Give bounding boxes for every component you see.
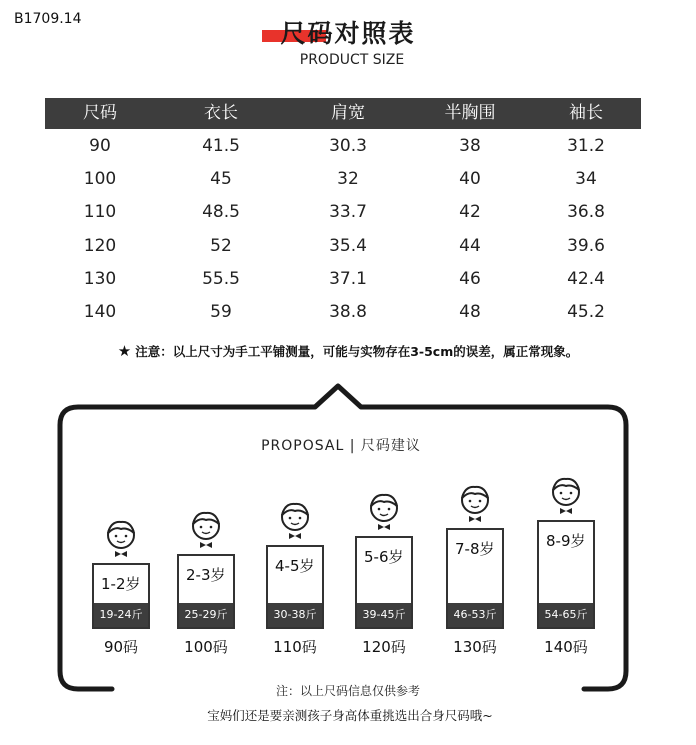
table-cell: 110: [83, 202, 117, 223]
footer-note: 注：以上尺码信息仅供参考: [275, 684, 420, 698]
size-label: 90码: [103, 638, 139, 656]
weight-label: 54-65斤: [539, 603, 593, 627]
table-cell: 37.1: [329, 268, 367, 289]
age-label: 2-3岁: [186, 566, 226, 584]
table-cell: 39.6: [567, 235, 605, 256]
column-header: 肩宽: [331, 103, 365, 123]
size-label: 140码: [544, 638, 588, 656]
child-icon: [188, 509, 224, 549]
table-cell: 42: [459, 202, 481, 223]
age-label: 5-6岁: [364, 548, 404, 566]
weight-label: 39-45斤: [357, 603, 411, 627]
table-cell: 45: [210, 168, 232, 189]
table-cell: 90: [89, 135, 111, 156]
column-header: 衣长: [204, 103, 238, 123]
size-card: [92, 563, 150, 629]
page-subtitle: PRODUCT SIZE: [299, 52, 405, 68]
size-label: 110码: [273, 638, 317, 656]
page-title: 尺码对照表: [280, 19, 416, 48]
column-header: 尺码: [83, 103, 117, 123]
table-cell: 38.8: [329, 302, 367, 323]
child-icon: [457, 483, 493, 523]
child-icon: [103, 518, 139, 558]
size-label: 100码: [184, 638, 228, 656]
weight-label: 30-38斤: [268, 603, 322, 627]
table-cell: 130: [83, 268, 117, 289]
age-label: 7-8岁: [455, 540, 495, 558]
table-cell: 41.5: [202, 135, 240, 156]
age-label: 4-5岁: [275, 557, 315, 575]
table-cell: 32: [337, 168, 359, 189]
table-cell: 140: [83, 302, 117, 323]
size-label: 120码: [362, 638, 406, 656]
table-cell: 44: [459, 235, 481, 256]
size-card: [446, 528, 504, 629]
product-code: B1709.14: [14, 11, 82, 27]
footer-tip: 宝妈们还是要亲测孩子身高体重挑选出合身尺码哦~: [207, 708, 493, 723]
proposal-title: PROPOSAL | 尺码建议: [261, 438, 421, 454]
table-cell: 48.5: [202, 202, 240, 223]
child-icon: [548, 475, 584, 515]
table-cell: 48: [459, 302, 481, 323]
note-text: 注意：以上尺寸为手工平铺测量，可能与实物存在3-5cm的误差，属正常现象。: [135, 344, 579, 359]
size-card: [177, 554, 235, 629]
size-card: [266, 545, 324, 629]
table-cell: 38: [459, 135, 481, 156]
table-cell: 46: [459, 268, 481, 289]
table-cell: 52: [210, 235, 232, 256]
table-cell: 36.8: [567, 202, 605, 223]
star-icon: ★: [117, 342, 132, 360]
table-cell: 100: [83, 168, 117, 189]
size-card: [355, 536, 413, 629]
table-cell: 30.3: [329, 135, 367, 156]
table-cell: 33.7: [329, 202, 367, 223]
table-cell: 35.4: [329, 235, 367, 256]
weight-label: 25-29斤: [179, 603, 233, 627]
table-cell: 34: [575, 168, 597, 189]
weight-label: 46-53斤: [448, 603, 502, 627]
table-cell: 59: [210, 302, 232, 323]
size-card: [537, 520, 595, 629]
table-cell: 45.2: [567, 302, 605, 323]
table-cell: 55.5: [202, 268, 240, 289]
age-label: 1-2岁: [101, 575, 141, 593]
size-label: 130码: [453, 638, 497, 656]
child-icon: [366, 491, 402, 531]
weight-label: 19-24斤: [94, 603, 148, 627]
table-cell: 40: [459, 168, 481, 189]
table-cell: 42.4: [567, 268, 605, 289]
child-icon: [277, 500, 313, 540]
table-cell: 31.2: [567, 135, 605, 156]
age-label: 8-9岁: [546, 532, 586, 550]
column-header: 半胸围: [444, 103, 496, 123]
table-cell: 120: [83, 235, 117, 256]
column-header: 袖长: [569, 103, 603, 123]
